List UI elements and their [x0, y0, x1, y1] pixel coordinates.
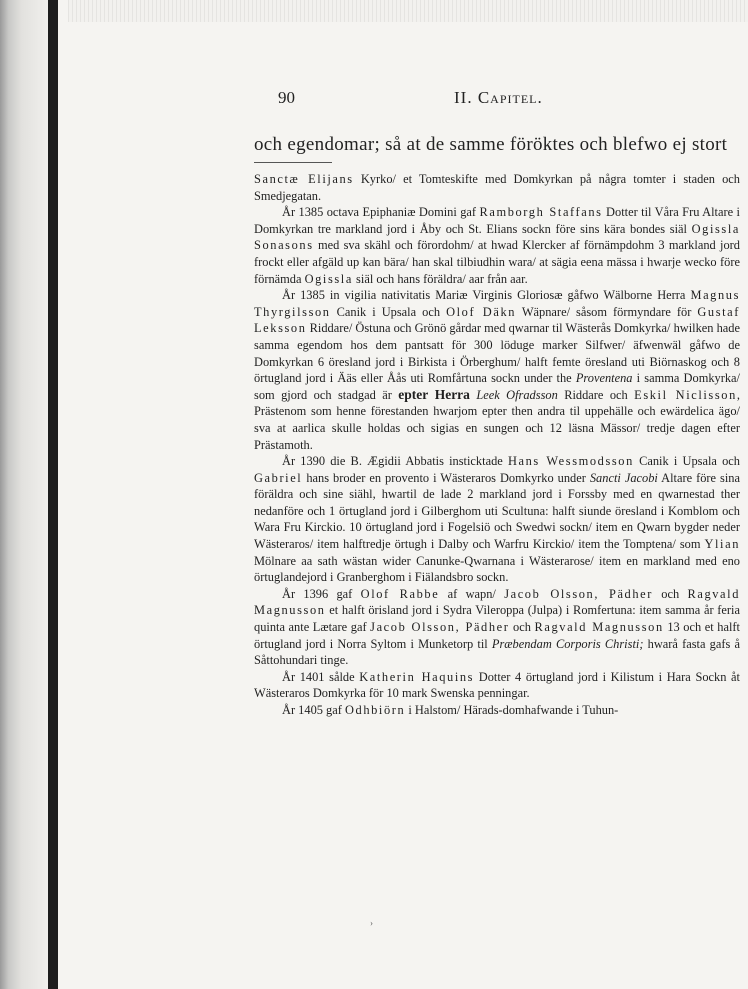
text-segment: siäl och hans föräldra/ aar från aar.: [352, 271, 528, 286]
chapter-title: II. Capitel.: [454, 88, 543, 107]
text-segment: i samma Domkyrka/ som gjord och stadgad är: [254, 371, 740, 402]
text-segment: Proventena: [575, 371, 633, 386]
text-segment: Kyrko/ et Tomteskifte med Domkyrkan på några tomter i staden och Smedjegatan.: [254, 172, 740, 203]
text-segment: och: [652, 586, 688, 601]
paragraph-p2: [254, 287, 740, 453]
text-segment: Jacob Olsson, Pädher: [370, 620, 510, 635]
text-segment: Wäpnare/ såsom förmyndare för: [516, 304, 698, 319]
body-text: [254, 171, 740, 719]
text-segment: Sancti Jacobi: [589, 470, 658, 485]
text-segment: Ragvald Magnusson: [534, 620, 664, 635]
text-segment: Riddare och: [557, 387, 635, 402]
paragraph-p0: [254, 171, 740, 204]
book-gutter: [0, 0, 48, 989]
text-segment: Dotter til Våra Fru Altare i Domkyrkan tre markland jord i Åby och St. Elians sockn före sins kära bondes siäl: [254, 205, 740, 236]
paragraph-p3: [254, 453, 740, 586]
running-header: [278, 88, 738, 114]
paragraph-p1: [254, 204, 740, 287]
separator-rule: [254, 162, 332, 163]
text-segment: med sva skähl och förordohm/ at hwad Klercker af förnämpdohm 3 markland jord frockt eller afgäld up kan bära/ han skal tilbiudhin wara/ at sägia eena mässa i hwarje wecko före förnämda: [254, 238, 740, 286]
text-segment: Hans Wessmodsson: [507, 454, 634, 469]
text-segment: och: [509, 620, 535, 635]
text-segment: Gustaf Leksson: [254, 304, 740, 336]
paragraph-p4: [254, 586, 740, 669]
text-segment: Dotter 4 örtugland jord i Kilistum i Hara Sockn åt Wästeraros Domkyrka för 10 mark Swenska penningar.: [254, 669, 740, 701]
text-segment: År 1396 gaf: [282, 586, 361, 601]
text-segment: Jacob Olsson, Pädher: [504, 586, 653, 601]
text-segment: Præbendam Corporis Christi;: [491, 636, 644, 651]
page-edges: [68, 0, 748, 40]
text-segment: Sanctæ Elijans: [254, 172, 354, 186]
text-segment: År 1385 in vigilia nativitatis Mariæ Virginis Gloriosæ gåfwo Wälborne Herra: [282, 288, 691, 303]
stray-mark: ›: [370, 918, 373, 928]
text-segment: Ylian: [704, 537, 740, 552]
text-segment: epter Herra: [398, 386, 470, 402]
text-segment: i Halstom/ Härads-domhafwande i Tuhun-: [405, 703, 619, 717]
paragraph-p5: [254, 669, 740, 702]
text-segment: Ragvald Magnusson: [254, 586, 740, 618]
page-number: 90: [278, 88, 295, 107]
text-segment: , Prästenom som henne förestanden hwarjom epter then andra til uppehälle och ewärdelica ägo/ sva at aarlica skulle holdas och sigias en sungen och 12 läsna Mässor/ tredje dagen efter Prästamoth.: [254, 387, 740, 452]
text-segment: Mölnare aa sath wästan wider Canunke-Qwarnana i Wästerarose/ item en markland med eno örtuglandejord i Granberghom i Fiälandsbro sockn.: [254, 553, 740, 585]
text-segment: Ogissla: [304, 271, 353, 286]
text-segment: Olof Rabbe: [360, 586, 440, 601]
text-segment: År 1390 die B. Ægidii Abbatis insticktade: [282, 454, 508, 469]
text-segment: Altare före sina föräldra och sine siähl, hwartil de lade 2 markland jord i Forssby med en qwarnestad ther nedanföre och 1 örtugland jord i Gilberghom uti Scultuna: halft siunde öresland i Komblom och Wara Fru Kirckio. 10 örtugland jord i Fogelsiö och Swedwi sockn/ item en Qwarn bygder neder Wästeraros/ item halftredje örtugh i Dalby och Warfru Kirckio/ item the Tomptena/ som: [254, 470, 740, 552]
paragraph-p6: [254, 702, 740, 719]
text-segment: Ramborgh Staffans: [479, 205, 603, 220]
text-segment: Riddare/ Östuna och Grönö gårdar med qwarnar til Wästerås Domkyrka/ hwilken hade samma egendom hos dem pantsatt för 300 löduge marker Silfwer/ äfwenwäl gåfwo de Domkyrkan 6 öresland jord i Birkista i Örberghum/ halft femte öresland uti Biörnaskog och 8 örtugland jord i Ääs eller Åås uti Romfårtuna sockn under the: [254, 321, 740, 386]
text-segment: Canik i Upsala och: [633, 454, 740, 469]
text-segment: 13 och et halft örtugland jord i Norra Syltom i Munketorp til: [254, 620, 740, 651]
catchline: och egendomar; så at de samme föröktes och blefwo ej stort: [254, 134, 728, 155]
text-segment: År 1385 octava Epiphaniæ Domini gaf: [282, 205, 480, 220]
text-segment: Eskil Niclisson: [634, 387, 737, 402]
text-segment: År 1401 sålde: [282, 669, 360, 684]
text-segment: hans broder en provento i Wästeraros Domkyrko under: [302, 470, 590, 485]
text-segment: Leek Ofradsson: [476, 387, 558, 402]
text-segment: År 1405 gaf: [282, 703, 345, 717]
text-segment: hwarå fasta gafs å Såttohundari tinge.: [254, 636, 740, 668]
text-segment: Odhbiörn: [344, 703, 406, 717]
text-segment: Magnus Thyrgilsson: [254, 288, 740, 319]
text-segment: Gabriel: [254, 470, 303, 485]
text-segment: Ogissla Sonasons: [254, 221, 740, 253]
text-segment: af wapn/: [439, 586, 505, 601]
text-segment: Olof Däkn: [446, 304, 517, 319]
text-segment: et halft örisland jord i Sydra Vileroppa (Julpa) i Romfertuna: item samma år feria quinta ante Lætare gaf: [254, 603, 740, 635]
text-segment: Katherin Haquins: [359, 669, 475, 684]
text-segment: Canik i Upsala och: [330, 304, 447, 319]
